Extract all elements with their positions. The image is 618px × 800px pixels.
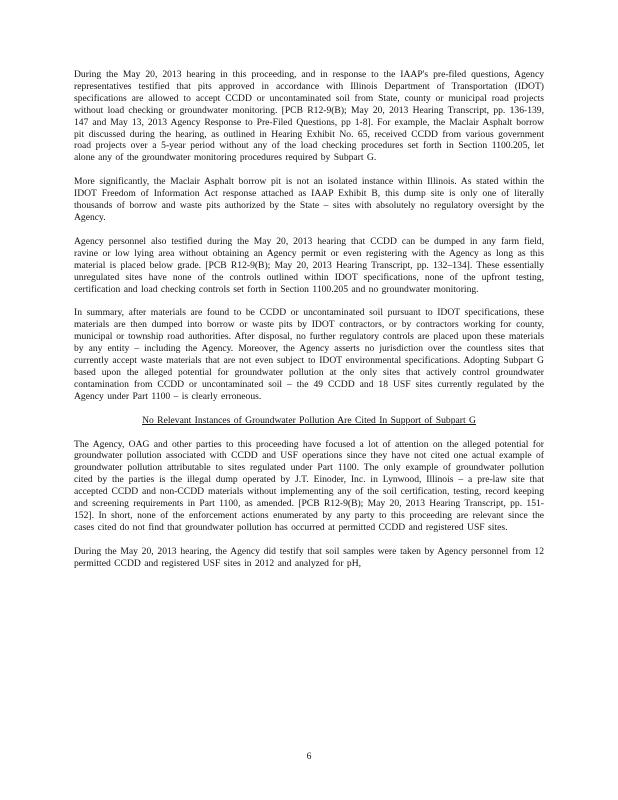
paragraph-unregulated-dumping: Agency personnel also testified during the May 20, 2013 hearing that CCDD can be dumped in any farm field, ravine or low lying area without obtaining an Agency permit or even registering with the Agency as long as this material is placed below grade. [PCB R12-9(B); May 20, 2013 Hearing Transcript, pp. 132–134]. These essentially unregulated sites have none of the controls outlined within IDOT specifications, none of the upfront testing, certification and load checking controls set forth in Section 1100.205 and no groundwater monitoring. xyxy=(74,235,544,295)
paragraph-hearing-testimony: During the May 20, 2013 hearing in this proceeding, and in response to the IAAP's pre-filed questions, Agency representatives testified that pits approved in accordance with Illinois Department of Transportation (IDOT) specifications are allowed to accept CCDD or uncontaminated soil from State, county or municipal road projects without load checking or groundwater monitoring. [PCB R12-9(B); May 20, 2013 Hearing Transcript, pp. 136-139, 147 and May 13, 2013 Agency Response to Pre-Filed Questions, pp 1-8]. For example, the Maclair Asphalt borrow pit discussed during the hearing, as outlined in Hearing Exhibit No. 65, received CCDD from various government road projects over a 5-year period without any of the load checking procedures set forth in Section 1100.205, let alone any of the groundwater monitoring procedures required by Subpart G. xyxy=(74,69,544,164)
paragraph-groundwater-pollution: The Agency, OAG and other parties to this proceeding have focused a lot of attention on the alleged potential for groundwater pollution associated with CCDD and USF operations since they have not cited one actual example of groundwater pollution attributable to sites regulated under Part 1100. The only example of groundwater pollution cited by the parties is the illegal dump operated by J.T. Einoder, Inc. in Lynwood, Illinois – a pre-law site that accepted CCDD and non-CCDD materials without implementing any of the soil certification, testing, record keeping and screening requirements in Part 1100, as amended. [PCB R12-9(B); May 20, 2013 Hearing Transcript, pp. 151-152]. In short, none of the enforcement actions enumerated by any party to this proceeding are relevant since the cases cited do not find that groundwater pollution has occurred at permitted CCDD and registered USF sites. xyxy=(74,438,544,533)
section-heading xyxy=(74,415,544,427)
paragraph-summary: In summary, after materials are found to be CCDD or uncontaminated soil pursuant to IDOT specifications, these materials are then dumped into borrow or waste pits by IDOT contractors, or by contractors working for county, municipal or township road authorities. After disposal, no further regulatory controls are placed upon these materials by any entity – including the Agency. Moreover, the Agency asserts no jurisdiction over the countless sites that currently accept waste materials that are not even subject to IDOT environmental specifications. Adopting Subpart G based upon the alleged potential for groundwater pollution at the only sites that actively control groundwater contamination from CCDD or uncontaminated soil – the 49 CCDD and 18 USF sites currently regulated by the Agency under Part 1100 – is clearly erroneous. xyxy=(74,307,544,402)
paragraph-soil-samples: During the May 20, 2013 hearing, the Agency did testify that soil samples were taken by Agency personnel from 12 permitted CCDD and registered USF sites in 2012 and analyzed for pH, xyxy=(74,545,544,569)
section-heading-text: No Relevant Instances of Groundwater Pollution Are Cited In Support of Subpart G xyxy=(142,414,476,426)
page-number: 6 xyxy=(306,751,312,762)
paragraph-maclair-pit: More significantly, the Maclair Asphalt borrow pit is not an isolated instance within Illinois. As stated within the IDOT Freedom of Information Act response attached as IAAP Exhibit B, this dump site is only one of literally thousands of borrow and waste pits authorized by the State – sites with absolutely no regulatory oversight by the Agency. xyxy=(74,176,544,223)
